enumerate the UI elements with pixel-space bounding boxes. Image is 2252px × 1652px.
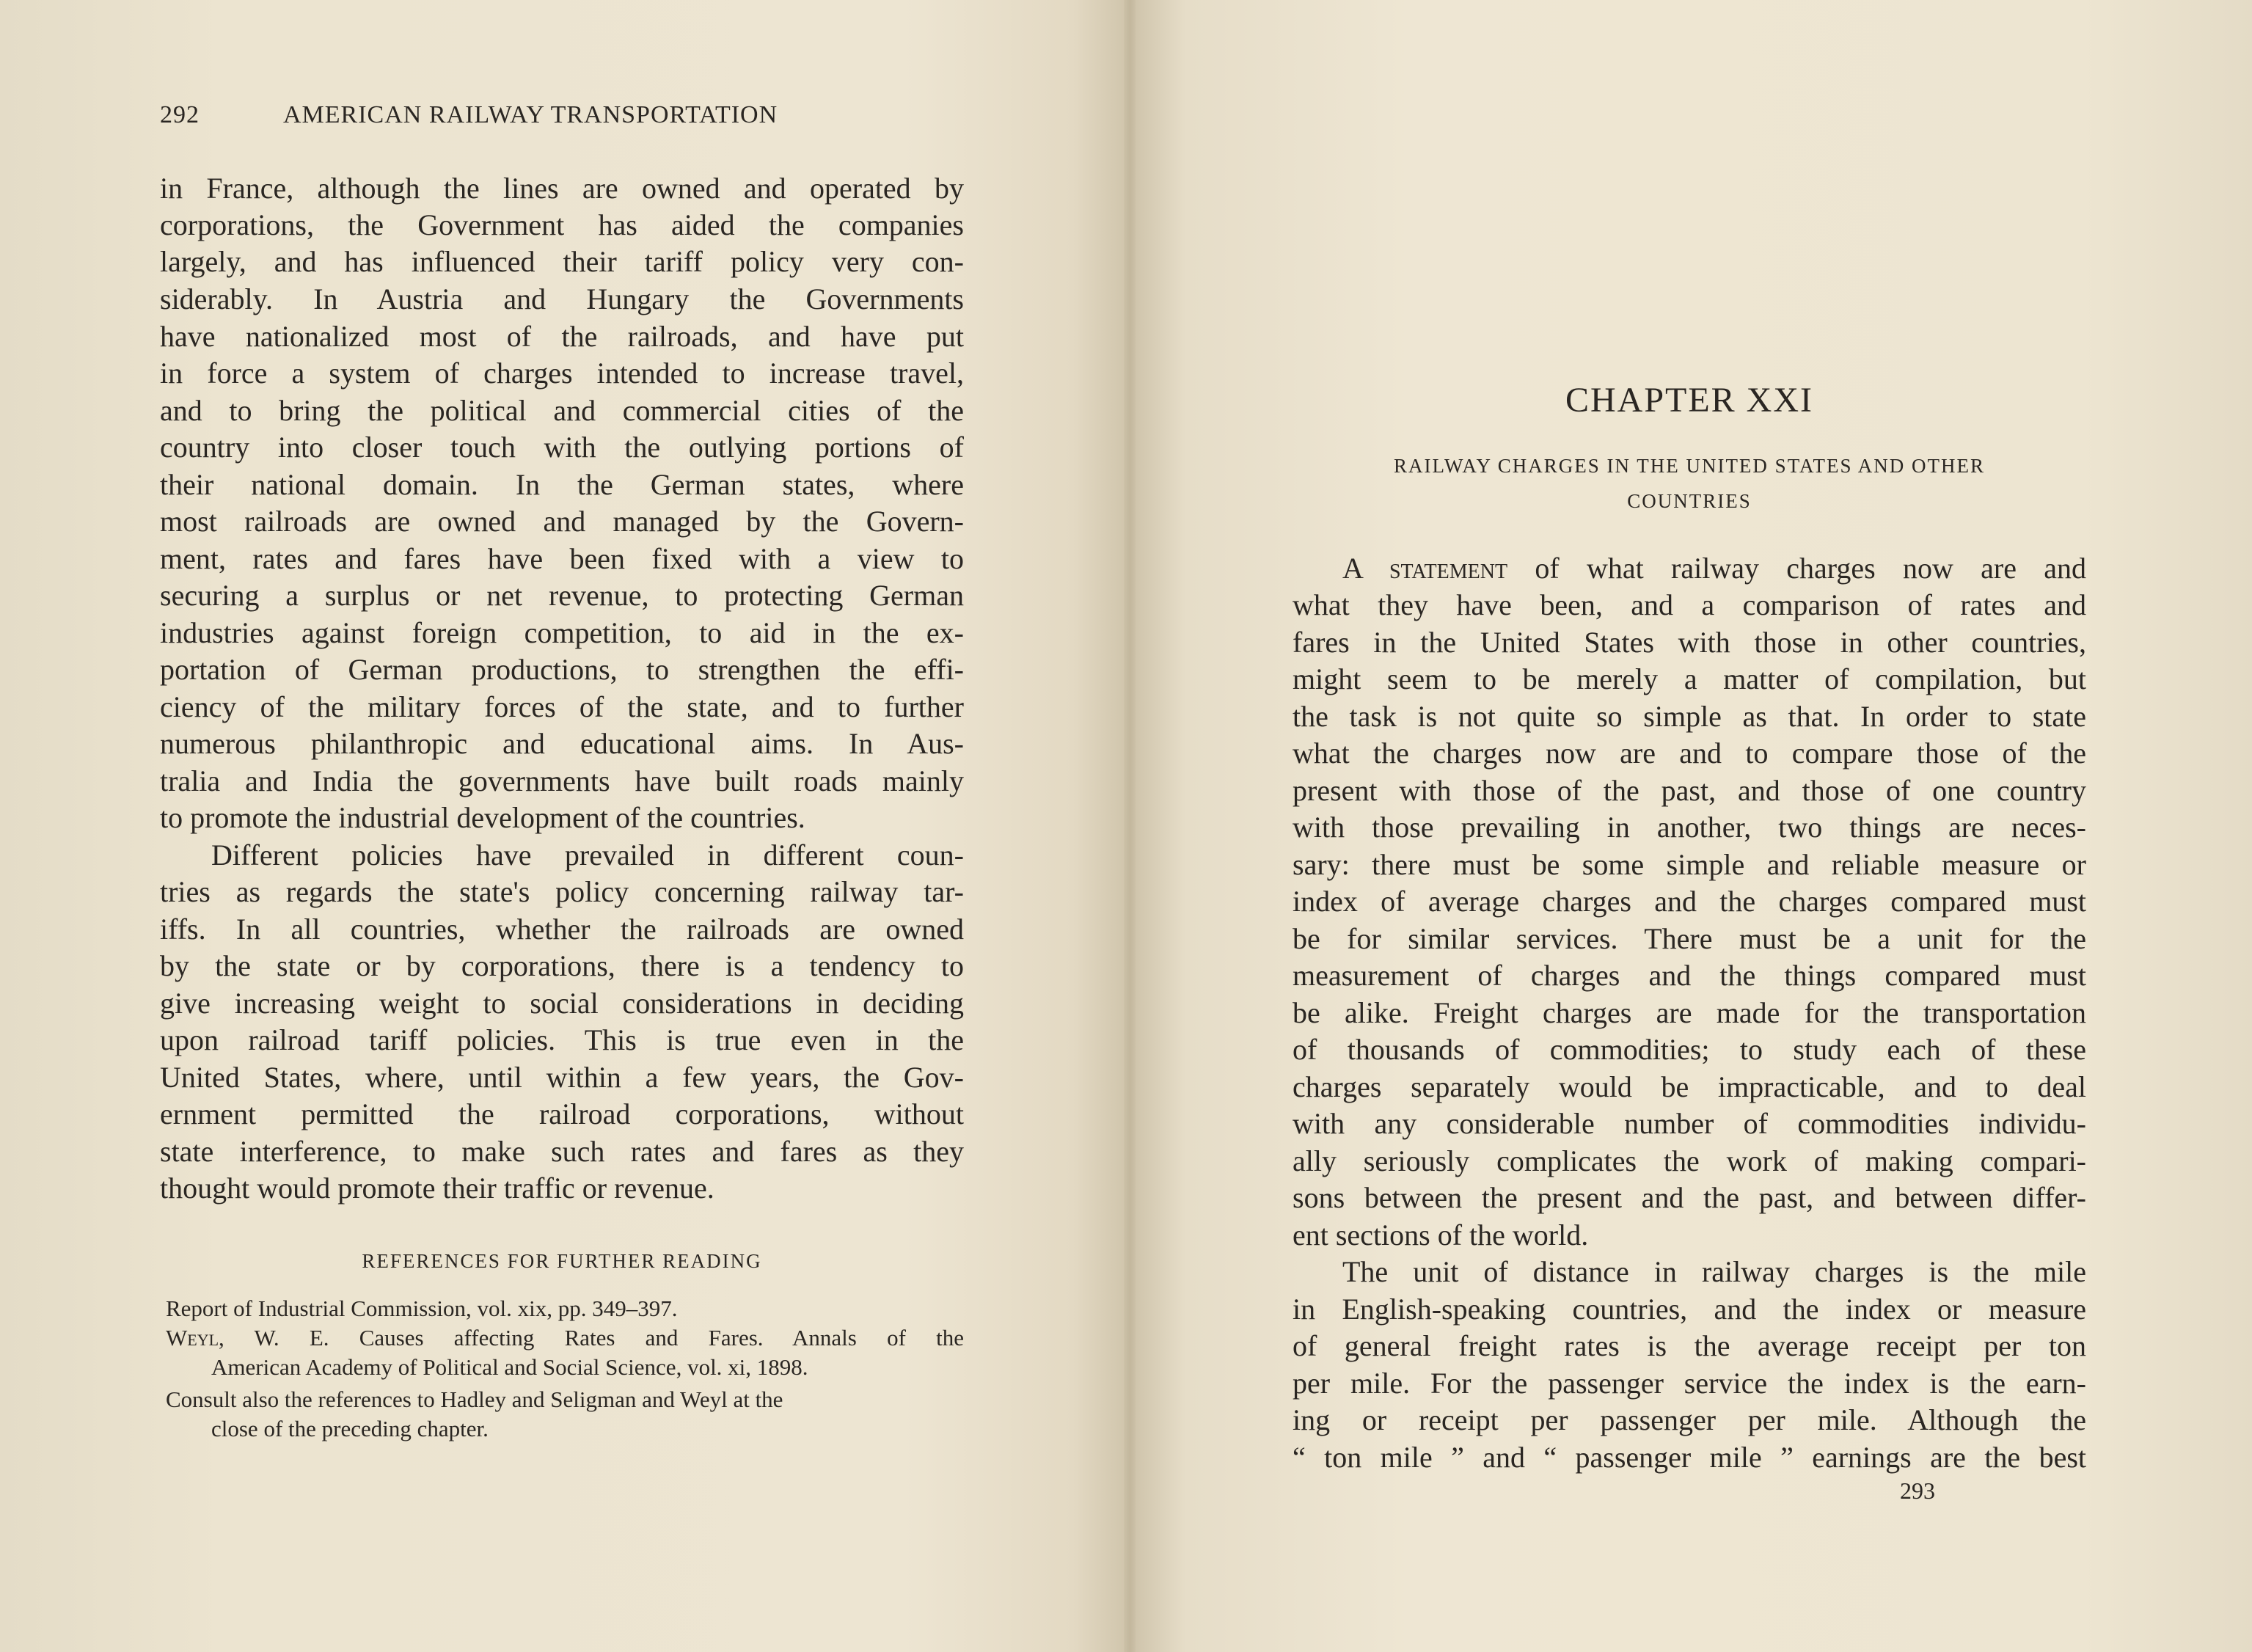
body-line: be alike. Freight charges are made for the transportation: [1293, 996, 2086, 1029]
body-line: measurement of charges and the things compared must: [1293, 959, 2086, 992]
body-line: ent sections of the world.: [1293, 1218, 1589, 1251]
body-line: with any considerable number of commodities individu-: [1293, 1107, 2086, 1140]
body-line: index of average charges and the charges compared must: [1293, 885, 2086, 918]
body-line: what they have been, and a comparison of rates and: [1293, 588, 2086, 621]
body-line: upon railroad tariff policies. This is true even in the: [160, 1023, 964, 1056]
body-line: United States, where, until within a few years, the Gov-: [160, 1061, 964, 1094]
body-line: industries against foreign competition, to aid in the ex-: [160, 616, 964, 649]
opening-word: A statement: [1342, 552, 1508, 585]
body-line: country into closer touch with the outlying portions of: [160, 431, 964, 464]
body-line: sons between the present and the past, and between differ-: [1293, 1181, 2086, 1214]
body-line: be for similar services. There must be a unit for the: [1293, 922, 2086, 955]
body-line: in force a system of charges intended to increase travel,: [160, 357, 964, 390]
body-line: portation of German productions, to strengthen the effi-: [160, 653, 964, 686]
body-line: charges separately would be impracticable, and to deal: [1293, 1070, 2086, 1103]
body-line: in France, although the lines are owned and operated by: [160, 172, 964, 205]
body-line: present with those of the past, and those of one country: [1293, 774, 2086, 807]
body-line: tralia and India the governments have built roads mainly: [160, 764, 964, 797]
chapter-title: CHAPTER XXI: [1565, 381, 1813, 420]
body-line: of general freight rates is the average receipt per ton: [1293, 1329, 2086, 1362]
body-line: iffs. In all countries, whether the railroads are owned: [160, 913, 964, 946]
body-line: per mile. For the passenger service the index is the earn-: [1293, 1367, 2086, 1400]
body-line: have nationalized most of the railroads, and have put: [160, 320, 964, 353]
body-line: sary: there must be some simple and reliable measure or: [1293, 848, 2086, 881]
reference-item: Report of Industrial Commission, vol. xix, pp. 349–397.: [166, 1295, 678, 1321]
body-line: The unit of distance in railway charges is the mile: [1342, 1255, 2086, 1288]
body-line: ing or receipt per passenger per mile. Although the: [1293, 1403, 2086, 1436]
body-line: [1342, 550, 2086, 587]
body-line: and to bring the political and commercial cities of the: [160, 394, 964, 427]
body-line: what the charges now are and to compare those of the: [1293, 737, 2086, 770]
body-line: securing a surplus or net revenue, to protecting German: [160, 579, 964, 612]
references-heading: REFERENCES FOR FURTHER READING: [362, 1250, 762, 1272]
body-line: ciency of the military forces of the state, and to further: [160, 690, 964, 723]
body-line: to promote the industrial development of the countries.: [160, 801, 805, 834]
body-line: Different policies have prevailed in different coun-: [211, 838, 964, 871]
reference-text: W. E. Causes affecting Rates and Fares. Annals of the: [254, 1325, 964, 1351]
body-line: state interference, to make such rates and fares as they: [160, 1135, 964, 1168]
body-line: numerous philanthropic and educational aims. In Aus-: [160, 727, 964, 760]
body-line: ment, rates and fares have been fixed with a view to: [160, 542, 964, 575]
body-line: ally seriously complicates the work of making compari-: [1293, 1144, 2086, 1177]
body-line: their national domain. In the German states, where: [160, 468, 964, 501]
body-line: siderably. In Austria and Hungary the Governments: [160, 282, 964, 315]
body-line: by the state or by corporations, there is a tendency to: [160, 949, 964, 982]
chapter-subtitle: COUNTRIES: [1627, 490, 1752, 512]
body-line: the task is not quite so simple as that. In order to state: [1293, 700, 2086, 733]
running-head: [160, 101, 778, 129]
reference-item: Consult also the references to Hadley and Seligman and Weyl at the: [166, 1386, 783, 1412]
body-line: tries as regards the state's policy concerning railway tar-: [160, 875, 964, 908]
body-line: corporations, the Government has aided the companies: [160, 208, 964, 241]
reference-continuation: close of the preceding chapter.: [211, 1416, 489, 1441]
running-head-title: AMERICAN RAILWAY TRANSPORTATION: [283, 101, 778, 128]
body-line: might seem to be merely a matter of compilation, but: [1293, 662, 2086, 695]
right-page-number: 293: [1900, 1477, 1935, 1504]
body-line: most railroads are owned and managed by the Govern-: [160, 505, 964, 538]
body-line: fares in the United States with those in other countries,: [1293, 626, 2086, 659]
first-line-rest: of what railway charges now are and: [1535, 552, 2087, 585]
body-line: with those prevailing in another, two things are neces-: [1293, 811, 2086, 844]
body-line: give increasing weight to social considerations in deciding: [160, 987, 964, 1020]
body-line: largely, and has influenced their tariff policy very con-: [160, 245, 964, 278]
chapter-subtitle: RAILWAY CHARGES IN THE UNITED STATES AND OTHER: [1393, 455, 1986, 477]
body-line: in English-speaking countries, and the index or measure: [1293, 1293, 2086, 1326]
reference-item: [166, 1323, 964, 1353]
book-gutter: [1124, 0, 1136, 1652]
body-line: thought would promote their traffic or revenue.: [160, 1172, 714, 1205]
reference-continuation: American Academy of Political and Social Science, vol. xi, 1898.: [211, 1354, 808, 1380]
reference-author: Weyl,: [166, 1325, 224, 1351]
body-line: ernment permitted the railroad corporations, without: [160, 1097, 964, 1130]
left-page-number: 292: [160, 101, 200, 128]
body-line: “ ton mile ” and “ passenger mile ” earnings are the best: [1293, 1441, 2086, 1474]
body-line: of thousands of commodities; to study each of these: [1293, 1033, 2086, 1066]
